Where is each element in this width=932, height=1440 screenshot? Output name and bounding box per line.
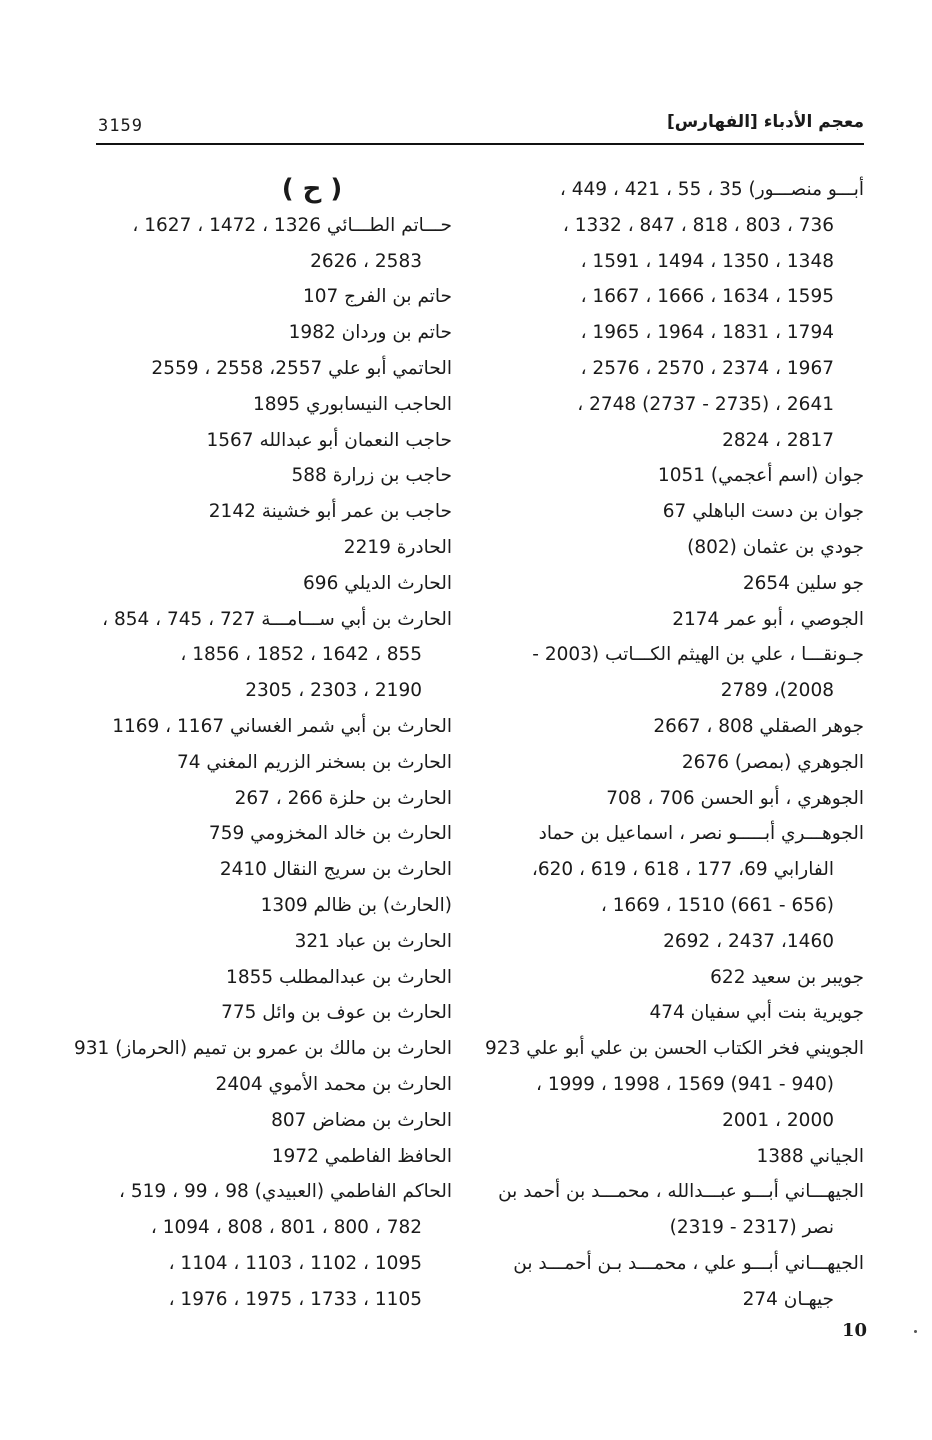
index-entry: الجوهري ، أبو الحسن 706 ، 708 [606, 787, 864, 809]
index-entry: الحارث بن عبدالمطلب 1855 [226, 966, 452, 988]
index-entry-continuation: (940 - 941) 1569 ، 1998 ، 1999 ، [536, 1073, 834, 1095]
index-entry: الجوهـــري أبـــــو نصر ، اسماعيل بن حماد [538, 823, 864, 845]
index-entry-continuation: الفارابي 69، 177 ، 618 ، 619 ، 620، [531, 859, 834, 881]
index-entry: الجويني فخر الكتاب الحسن بن علي أبو علي 923 [485, 1038, 864, 1060]
index-entry-continuation: 736 ، 803 ، 818 ، 847 ، 1332 ، [562, 214, 834, 236]
index-entry-continuation: 1105 ، 1733 ، 1975 ، 1976 ، [168, 1288, 422, 1310]
index-entry-continuation: (656 - 661) 1510 ، 1669 ، [600, 894, 834, 916]
footer-page-label: 10 [842, 1320, 868, 1341]
index-entry: الحارث بن مالك بن عمرو بن تميم (الحرماز) 931 [74, 1038, 452, 1060]
index-entry-continuation: 2000 ، 2001 [722, 1109, 834, 1131]
index-entry: حـــاتم الطـــائي 1326 ، 1472 ، 1627 ، [132, 214, 452, 236]
index-entry: الحارث بن عوف بن وائل 775 [221, 1002, 452, 1024]
index-entry: الحارث بن سريج النقال 2410 [219, 859, 452, 881]
index-entry: الجيهـــاني أبـــو عبـــدالله ، محمـــد بن أحمد بن [498, 1181, 864, 1203]
index-entry: جويبر بن سعيد 622 [710, 966, 864, 988]
index-entry: حاتم بن الفرج 107 [302, 286, 452, 308]
index-entry: الحارث بن محمد الأموي 2404 [215, 1073, 452, 1095]
index-entry-continuation: جيهـان 274 [742, 1288, 834, 1310]
index-entry-continuation: 1460، 2437 ، 2692 [663, 930, 834, 952]
index-entry: الحاكم الفاطمي (العبيدي) 98 ، 99 ، 519 ، [119, 1181, 452, 1203]
index-entry: الجوهري (بمصر) 2676 [681, 751, 864, 773]
index-entry: جـونقـــا ، علي بن الهيثم الكـــاتب (2003 - [532, 644, 864, 666]
index-entry-continuation: 2008)، 2789 [720, 680, 834, 702]
index-entry: الحارث بن مضاض 807 [271, 1109, 452, 1131]
section-letter-heading: ( ح ) [281, 174, 343, 204]
index-entry-continuation: 2817 ، 2824 [722, 429, 834, 451]
index-entry: الحارث بن أبي ســـامـــة 727 ، 745 ، 854 ، [102, 608, 452, 630]
index-entry: الحادرة 2219 [343, 536, 452, 558]
index-entry: الحارث بن عباد 321 [294, 930, 452, 952]
index-entry: حاجب النعمان أبو عبدالله 1567 [206, 429, 452, 451]
index-entry-continuation: 2190 ، 2303 ، 2305 [245, 680, 422, 702]
index-entry-continuation: 2641 ، (2735 - 2737) 2748 ، [577, 393, 834, 415]
index-entry: الجيهـــاني أبـــو علي ، محمـــد بـن أحمـــد بن [513, 1252, 864, 1274]
index-entry: الحاتمي أبو علي 2557، 2558 ، 2559 [151, 357, 452, 379]
page-number: 3159 [98, 116, 143, 136]
index-entry: الحارث بن حلزة 266 ، 267 [234, 787, 452, 809]
index-entry: حاجب بن عمر أبو خشينة 2142 [208, 501, 452, 523]
header-rule [96, 143, 864, 145]
index-entry: الجوصي ، أبو عمر 2174 [672, 608, 864, 630]
index-entry: جودي بن عثمان (802) [687, 536, 864, 558]
index-column-right [485, 172, 864, 1318]
index-entry: جوان بن دست الباهلي 67 [662, 501, 864, 523]
index-entry: حاتم بن وردان 1982 [288, 322, 452, 344]
index-entry-continuation: 1794 ، 1831 ، 1964 ، 1965 ، [580, 322, 834, 344]
index-entry-continuation: 2583 ، 2626 [310, 250, 422, 272]
index-entry-continuation: 1967 ، 2374 ، 2570 ، 2576 ، [580, 357, 834, 379]
index-entry: الحافظ الفاطمي 1972 [271, 1145, 452, 1167]
index-column-left [74, 172, 452, 1318]
page-header [98, 112, 864, 142]
index-entry-continuation: نصر (2317 - 2319) [669, 1217, 834, 1239]
index-entry-continuation: 782 ، 800 ، 801 ، 808 ، 1094 ، [150, 1217, 422, 1239]
index-entry-continuation: 855 ، 1642 ، 1852 ، 1856 ، [180, 644, 422, 666]
index-entry: الحاجب النيسابوري 1895 [252, 393, 452, 415]
index-entry: أبـــو منصـــور) 35 ، 55 ، 421 ، 449 ، [559, 179, 864, 200]
index-entry-continuation: 1095 ، 1102 ، 1103 ، 1104 ، [168, 1252, 422, 1274]
margin-mark [914, 1330, 917, 1333]
index-entry-continuation: 1595 ، 1634 ، 1666 ، 1667 ، [580, 286, 834, 308]
index-entry: الحارث بن خالد المخزومي 759 [208, 823, 452, 845]
index-entry: (الحارث) بن ظالم 1309 [260, 894, 452, 916]
index-entry: الحارث الديلي 696 [303, 572, 452, 594]
index-entry-continuation: 1348 ، 1350 ، 1494 ، 1591 ، [580, 250, 834, 272]
index-entry: جو سلين 2654 [742, 572, 864, 594]
index-entry: جوهر الصقلي 808 ، 2667 [653, 715, 864, 737]
index-entry: الحارث بن أبي شمر الغساني 1167 ، 1169 [112, 715, 452, 737]
index-entry: الحارث بن بسخنر الزريم المغني 74 [176, 751, 452, 773]
book-title: معجم الأدباء [الفهارس] [666, 112, 864, 132]
index-entry: جوان (اسم أعجمي) 1051 [657, 465, 864, 487]
index-entry: الجياني 1388 [756, 1145, 864, 1167]
index-entry: حاجب بن زرارة 588 [291, 465, 452, 487]
index-entry: جويرية بنت أبي سفيان 474 [649, 1002, 864, 1024]
